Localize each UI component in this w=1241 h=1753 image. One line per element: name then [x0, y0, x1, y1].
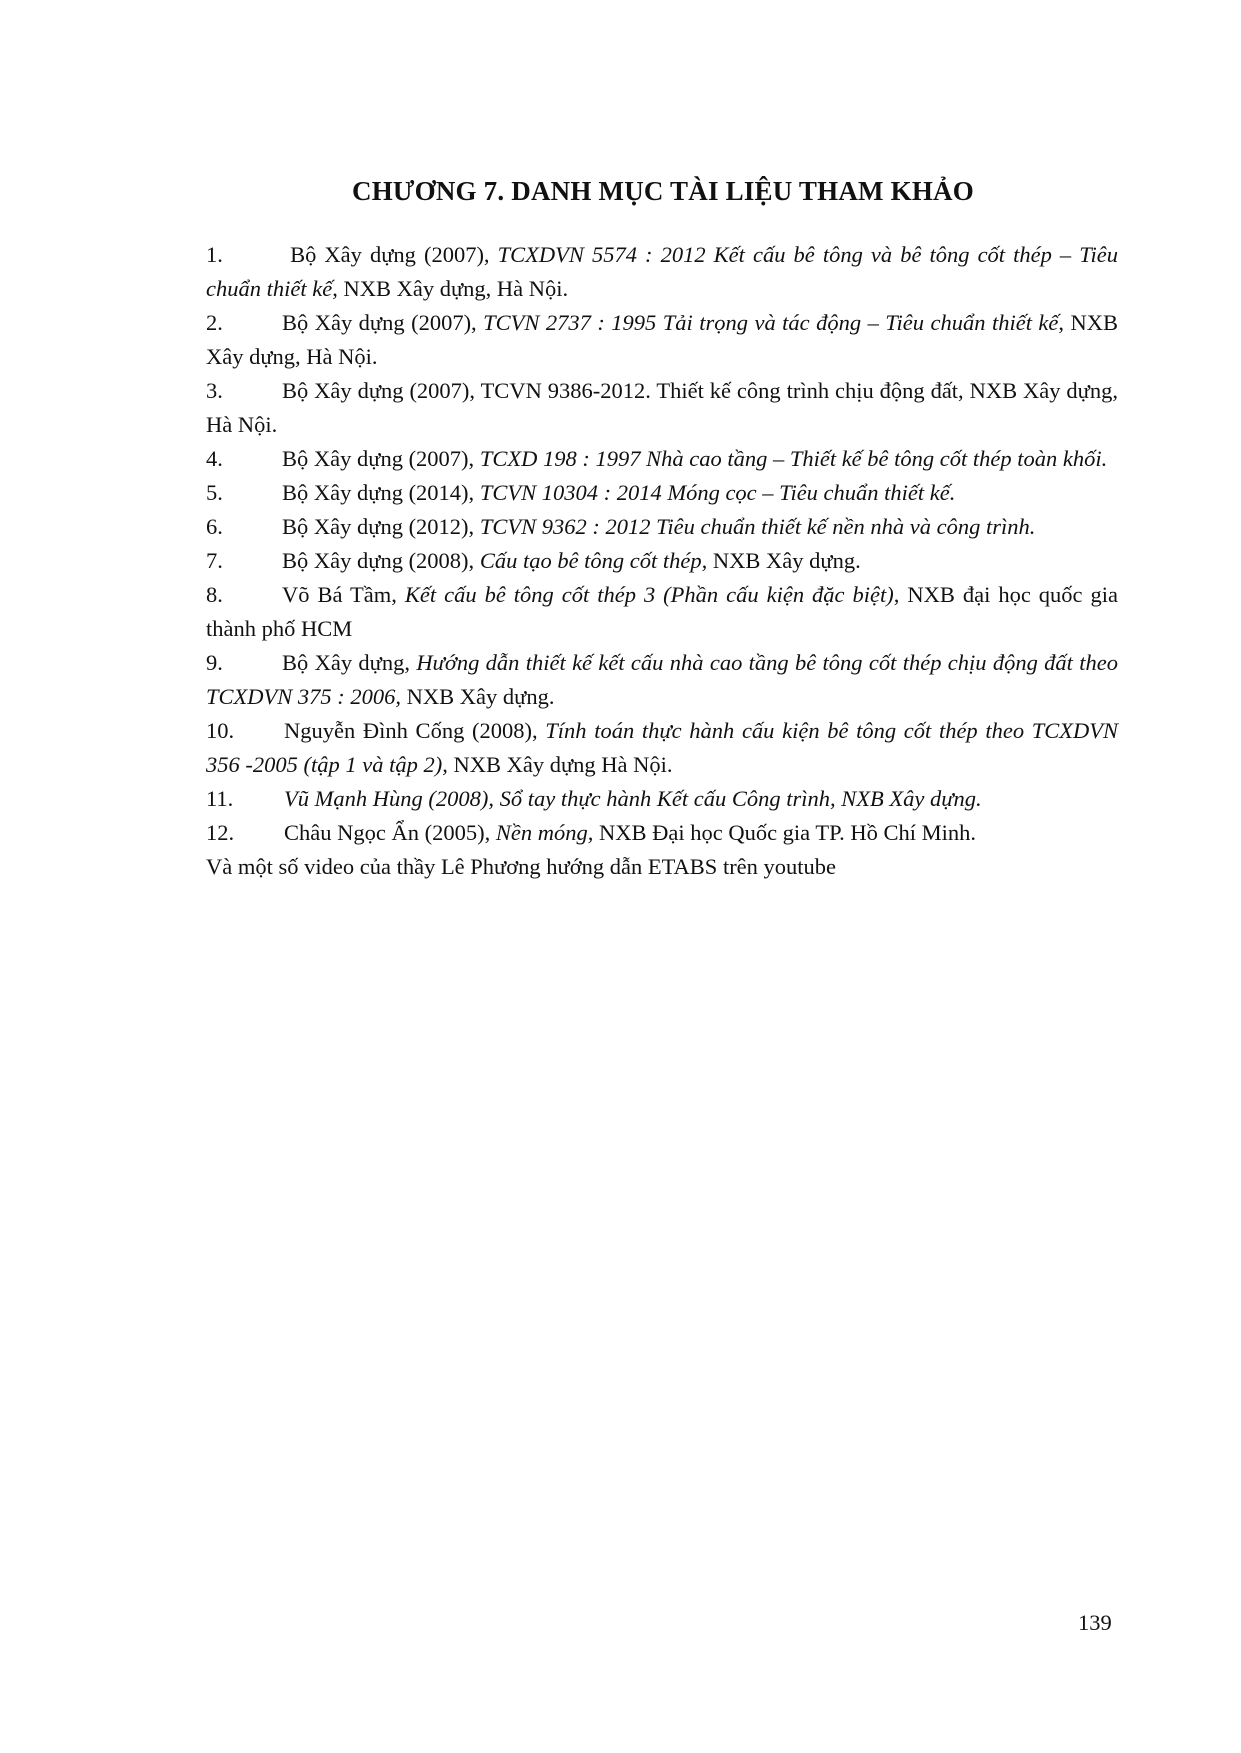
reference-title: Hướng dẫn thiết kế kết cấu nhà cao tầng bê tông cốt thép chịu động đất theo TCXDVN 375 : 2006, [206, 650, 1118, 709]
reference-author: Bộ Xây dựng (2007), [282, 446, 480, 471]
reference-number: 3. [206, 378, 223, 403]
reference-title: TCVN 2737 : 1995 Tải trọng và tác động – Tiêu chuẩn thiết kế [483, 310, 1059, 335]
reference-number: 8. [206, 582, 223, 607]
reference-title: Vũ Mạnh Hùng (2008), Sổ tay thực hành Kết cấu Công trình, NXB Xây dựng. [284, 786, 982, 811]
reference-item [206, 544, 1118, 578]
reference-number: 12. [206, 820, 235, 845]
reference-publisher: , NXB đại học quốc gia thành phố HCM [206, 582, 1118, 641]
reference-item [206, 510, 1118, 544]
reference-publisher: NXB Xây dựng Hà Nội. [447, 752, 673, 777]
reference-number: 7. [206, 548, 223, 573]
reference-author: Bộ Xây dựng (2014), [282, 480, 480, 505]
reference-author: Bộ Xây dựng (2007), [282, 242, 498, 267]
reference-item [206, 374, 1118, 442]
reference-publisher: NXB Xây dựng. [707, 548, 861, 573]
reference-publisher: , NXB Xây dựng, Hà Nội. [206, 310, 1118, 369]
reference-title: TCVN 9362 : 2012 Tiêu chuẩn thiết kế nền nhà và công trình. [479, 514, 1036, 539]
reference-text: Bộ Xây dựng (2007), TCVN 9386-2012. Thiết kế công trình chịu động đất, NXB Xây dựng, Hà Nội. [206, 378, 1118, 437]
reference-item [206, 238, 1118, 306]
reference-author: Châu Ngọc Ẩn (2005), [284, 820, 496, 845]
reference-number: 4. [206, 446, 223, 471]
reference-author: Võ Bá Tầm, [282, 582, 405, 607]
reference-number: 1. [206, 242, 223, 267]
reference-author: Bộ Xây dựng (2008), [282, 548, 480, 573]
reference-author: Bộ Xây dựng (2012), [282, 514, 480, 539]
reference-publisher: NXB Đại học Quốc gia TP. Hồ Chí Minh. [593, 820, 977, 845]
reference-item [206, 782, 1118, 816]
reference-number: 11. [206, 786, 234, 811]
reference-list [206, 238, 1118, 884]
reference-item [206, 714, 1118, 782]
reference-number: 5. [206, 480, 223, 505]
reference-publisher: NXB Xây dựng. [401, 684, 555, 709]
reference-title: TCVN 10304 : 2014 Móng cọc – Tiêu chuẩn thiết kế. [479, 480, 956, 505]
page-number: 139 [1078, 1610, 1112, 1635]
reference-author: Nguyễn Đình Cống (2008), [284, 718, 546, 743]
reference-title: Cấu tạo bê tông cốt thép, [479, 548, 708, 573]
reference-title: Tính toán thực hành cấu kiện bê tông cốt thép theo TCXDVN 356 -2005 (tập 1 và tập 2), [206, 718, 1119, 777]
reference-title: TCXD 198 : 1997 Nhà cao tầng – Thiết kế bê tông cốt thép toàn khối. [479, 446, 1108, 471]
chapter-title: CHƯƠNG 7. DANH MỤC TÀI LIỆU THAM KHẢO [352, 176, 974, 206]
reference-number: 9. [206, 650, 223, 675]
reference-number: 2. [206, 310, 223, 335]
reference-item [206, 646, 1118, 714]
reference-item [206, 442, 1118, 476]
reference-publisher: , NXB Xây dựng, Hà Nội. [332, 276, 569, 301]
reference-number: 10. [206, 718, 235, 743]
reference-item [206, 476, 1118, 510]
reference-title: Kết cấu bê tông cốt thép 3 (Phần cấu kiện đặc biệt) [404, 582, 894, 607]
closing-note: Và một số video của thầy Lê Phương hướng dẫn ETABS trên youtube [206, 854, 837, 879]
reference-title: Nền móng, [495, 820, 594, 845]
reference-item [206, 578, 1118, 646]
reference-number: 6. [206, 514, 223, 539]
reference-title: TCXDVN 5574 : 2012 Kết cấu bê tông và bê tông cốt thép – Tiêu chuẩn thiết kế [206, 242, 1118, 301]
reference-item [206, 306, 1118, 374]
reference-author: Bộ Xây dựng (2007), [282, 310, 484, 335]
reference-author: Bộ Xây dựng, [282, 650, 417, 675]
reference-item [206, 816, 1118, 850]
